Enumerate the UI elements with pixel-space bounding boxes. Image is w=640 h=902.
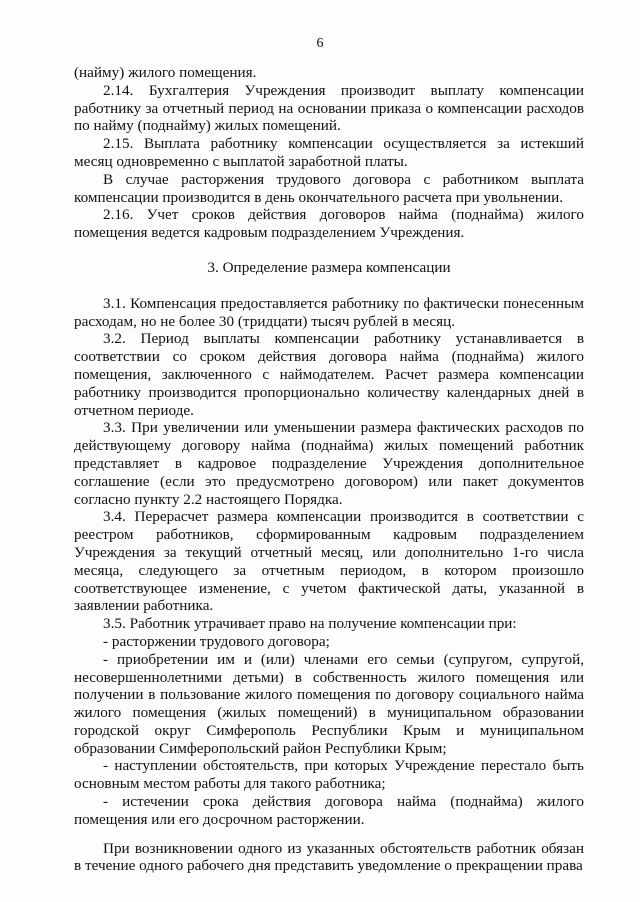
- section-heading: 3. Определение размера компенсации: [207, 258, 451, 276]
- list-item-acquisition: - приобретении им и (или) членами его семьи (супругом, супругой, несовершеннолетними детьми) в собственность жилого помещения или получении в пользование жилого помещения по договору социального найма жилого помещения (жилых помещений) в муниципальном образовании городской округ Симферополь Республики Крым и муниципальном образовании Симферопольский район Республики Крым;: [74, 650, 584, 757]
- list-item-employer-change: - наступлении обстоятельств, при которых Учреждение перестало быть основным местом работы для такого работника;: [74, 757, 584, 793]
- paragraph-continuation: (найму) жилого помещения.: [74, 64, 257, 81]
- page-number: 6: [316, 36, 324, 51]
- paragraph-3-5: 3.5. Работник утрачивает право на получение компенсации при:: [103, 615, 517, 633]
- paragraph-3-2: 3.2. Период выплаты компенсации работнику устанавливается в соответствии со сроком действия договора найма (поднайма) жилого помещения, заключенного с наймодателем. Расчет размера компенсации работнику производится пропорционально количеству календарных дней в отчетном периоде.: [74, 330, 584, 419]
- paragraph-2-15: 2.15. Выплата работнику компенсации осуществляется за истекший месяц одновременно с выплатой заработной платы.: [74, 135, 584, 170]
- list-item-contract-expiry: - истечении срока действия договора найма (поднайма) жилого помещения или его досрочном расторжении.: [74, 793, 584, 828]
- page-body: [74, 64, 584, 875]
- paragraph-2-16: 2.16. Учет сроков действия договоров найма (поднайма) жилого помещения ведется кадровым подразделением Учреждения.: [74, 206, 584, 242]
- list-item-termination: - расторжении трудового договора;: [103, 632, 330, 650]
- paragraph-2-14: 2.14. Бухгалтерия Учреждения производит выплату компенсации работнику за отчетный период на основании приказа о компенсации расходов по найму (поднайму) жилых помещений.: [74, 81, 584, 135]
- paragraph-notification: При возникновении одного из указанных обстоятельств работник обязан в течение одного рабочего дня представить уведомление о прекращении права: [74, 839, 584, 875]
- paragraph-3-1: 3.1. Компенсация предоставляется работнику по фактически понесенным расходам, но не более 30 (тридцати) тысяч рублей в месяц.: [74, 294, 584, 330]
- paragraph-dismissal-payment: В случае расторжения трудового договора с работником выплата компенсации производится в день окончательного расчета при увольнении.: [74, 170, 584, 206]
- paragraph-3-3: 3.3. При увеличении или уменьшении размера фактических расходов по действующему договору найма (поднайма) жилых помещений работник представляет в кадровое подразделение Учреждения дополнительное соглашение (если это предусмотрено договором) или пакет документов согласно пункту 2.2 настоящего Порядка.: [74, 419, 584, 508]
- paragraph-3-4: 3.4. Перерасчет размера компенсации производится в соответствии с реестром работников, сформированным кадровым подразделением Учреждения за текущий отчетный месяц, или дополнительно 1-го числа месяца, следующего за отчетным периодом, в котором произошло соответствующее изменение, с учетом фактической даты, указанной в заявлении работника.: [74, 508, 584, 615]
